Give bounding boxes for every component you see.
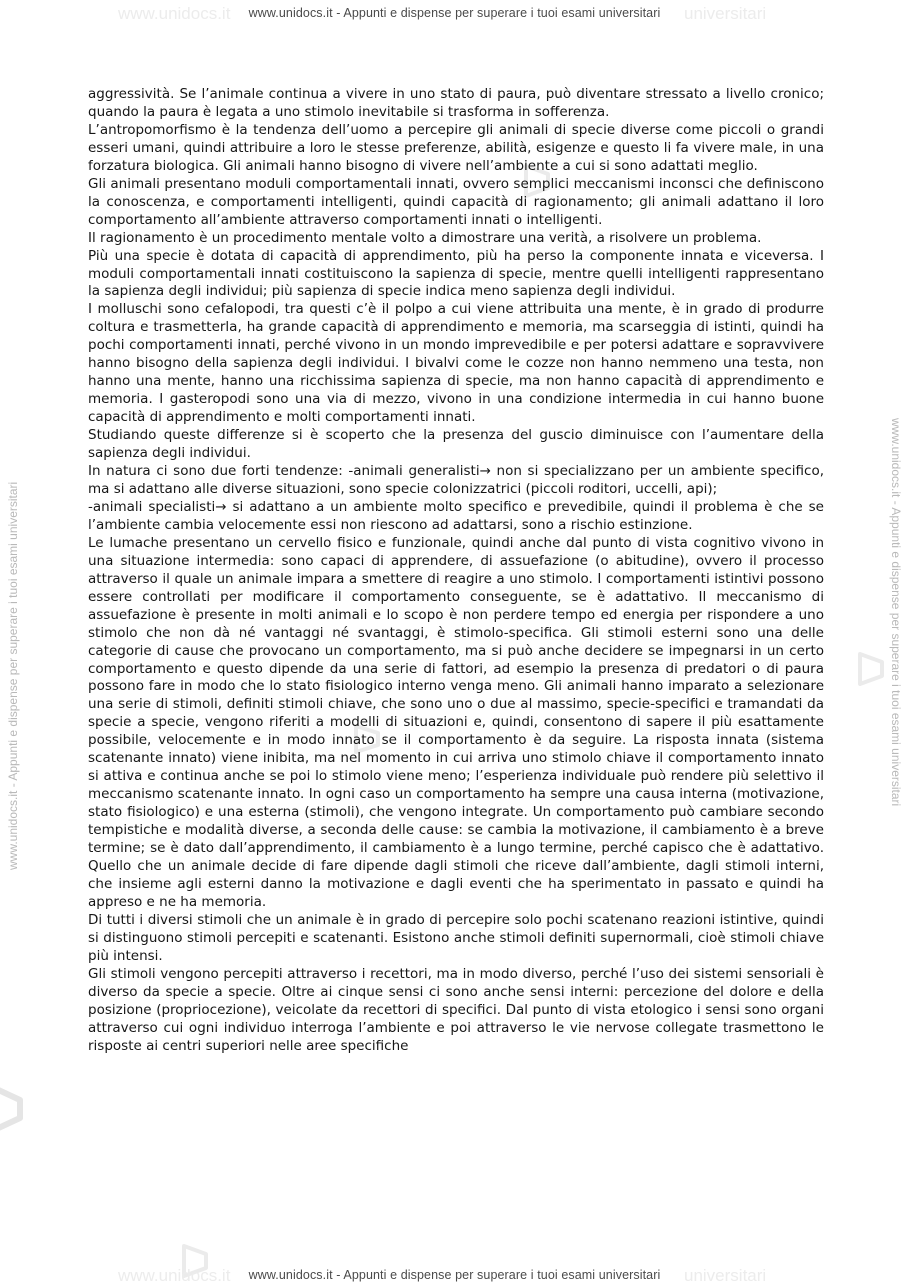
ghost-watermark-left: www.unidocs.it bbox=[118, 4, 231, 23]
paragraph: I molluschi sono cefalopodi, tra questi c’è il polpo a cui viene attribuita una mente, è in grado di produrre coltura e trasmetterla, ha grande capacità di apprendimento e memoria, ma scarseggia di istinti, quindi ha pochi comportamenti innati, perché vivono in un mondo imprevedibile e per potersi adattare e sopravvivere hanno bisogno della sapienza degli individui. I bivalvi come le cozze non hanno nemmeno una testa, non hanno una mente, hanno una ricchissima sapienza di specie, ma non hanno capacità di apprendimento e memoria. I gasteropodi sono una via di mezzo, vivono in una condizione intermedia in cui hanno buone capacità di apprendimento e molti comportamenti innati. bbox=[88, 301, 824, 426]
paragraph: aggressività. Se l’animale continua a vivere in uno stato di paura, può diventare stressato a livello cronico; quando la paura è legata a uno stimolo inevitabile si trasforma in sofferenza. bbox=[88, 86, 824, 120]
paragraph: In natura ci sono due forti tendenze: -animali generalisti→ non si specializzano per un ambiente specifico, ma si adattano alle diverse situazioni, sono specie colonizzatrici (piccoli roditori, uccelli, api); bbox=[88, 463, 824, 497]
unidocs-logo-icon bbox=[0, 1078, 34, 1134]
footer-watermark: www.unidocs.it - Appunti e dispense per superare i tuoi esami universitari bbox=[248, 1268, 661, 1282]
ghost-watermark-right: universitari bbox=[684, 1266, 767, 1285]
unidocs-logo-icon bbox=[852, 648, 892, 688]
paragraph: Studiando queste differenze si è scoperto che la presenza del guscio diminuisce con l’aumentare della sapienza degli individui. bbox=[88, 427, 824, 462]
paragraph: Più una specie è dotata di capacità di apprendimento, più ha perso la componente innata e viceversa. I moduli comportamentali innati costituiscono la sapienza di specie, mentre quelli intelligenti rappresentano la sapienza degli individui; più sapienza di specie indica meno sapienza degli individui. bbox=[88, 247, 824, 300]
paragraph: L’antropomorfismo è la tendenza dell’uomo a percepire gli animali di specie diverse come piccoli o grandi esseri umani, quindi attribuire a loro le stesse preferenze, abilità, esigenze e questo li fa vivere male, in una forzatura biologica. Gli animali hanno bisogno di vivere nell’ambiente a cui si sono adattati meglio. bbox=[88, 121, 824, 174]
ghost-watermark-right: universitari bbox=[684, 4, 767, 23]
side-watermark-right: www.unidocs.it - Appunti e dispense per superare i tuoi esami universitari bbox=[889, 418, 903, 807]
paragraph: Gli stimoli vengono percepiti attraverso i recettori, ma in modo diverso, perché l’uso dei sistemi sensoriali è diverso da specie a specie. Oltre ai cinque sensi ci sono anche sensi interni: percezione del dolore e della posizione (propriocezione), veicolate da recettori di specifici. Dal punto di vista etologico i sensi sono organi attraverso cui ogni individuo interroga l’ambiente e poi attraverso le vie nervose collegate trasmettono le risposte ai centri superiori nelle aree specifiche bbox=[88, 965, 824, 1054]
paragraph: Le lumache presentano un cervello fisico e funzionale, quindi anche dal punto di vista cognitivo vivono in una situazione intermedia: sono capaci di apprendere, di assuefazione (o abitudine), ovvero il processo attraverso il quale un animale impara a smettere di reagire a uno stimolo. I comportamenti istintivi possono essere controllati per modificare il comportamento conseguente, se è adattativo. Il meccanismo di assuefazione è presente in molti animali e lo scopo è non perdere tempo ed energia per rispondere a uno stimolo che non dà né vantaggi né svantaggi, è stimolo-specifica. Gli stimoli esterni sono una delle categorie di cause che provocano un comportamento, ma si può anche decidere se impegnarsi in un certo comportamento e questo dipende da una serie di fattori, ad esempio la presenza di predatori o di paura possono fare in modo che lo stato fisiologico interno venga meno. Gli animali hanno imparato a selezionare una serie di stimoli, definiti stimoli chiave, che sono uno o due al massimo, specie-specifici e tramandati da specie a specie, vengono riferiti a modelli di situazioni e, quindi, consentono di sapere il più esattamente possibile, velocemente e in modo innato se il comportamento è da seguire. La risposta innata (sistema scatenante innato) viene inibita, ma nel momento in cui arriva uno stimolo chiave il comportamento innato si attiva e continua anche se poi lo stimolo viene meno; l’esperienza individuale può rendere più selettivo il meccanismo scatenante innato. In ogni caso un comportamento ha sempre una causa interna (motivazione, stato fisiologico) e una esterna (stimoli), che vengono integrate. Un comportamento può cambiare secondo tempistiche e modalità diverse, a seconda delle cause: se cambia la motivazione, il cambiamento è a breve termine; se è dato dall’apprendimento, il cambiamento è a lungo termine, perché capisco che è adattativo. Quello che un animale decide di fare dipende dagli stimoli che riceve dall’ambiente, dagli stimoli interni, che insieme agli esterni danno la motivazione e dagli eventi che ha sperimentato in passato e quindi ha appreso e ne ha memoria. bbox=[88, 534, 824, 910]
side-watermark-left: www.unidocs.it - Appunti e dispense per superare i tuoi esami universitari bbox=[6, 481, 20, 870]
ghost-watermark-left: www.unidocs.it bbox=[118, 1266, 231, 1285]
header-watermark: www.unidocs.it - Appunti e dispense per superare i tuoi esami universitari bbox=[248, 6, 661, 20]
paragraph: Gli animali presentano moduli comportamentali innati, ovvero semplici meccanismi inconsci che definiscono la conoscenza, e comportamenti intelligenti, quindi capacità di ragionamento; gli animali adattano il loro comportamento all’ambiente attraverso comportamenti innati o intelligenti. bbox=[88, 175, 824, 228]
paragraph: -animali specialisti→ si adattano a un ambiente molto specifico e prevedibile, quindi il problema è che se l’ambiente cambia velocemente essi non riescono ad adattarsi, sono a rischio estinzione. bbox=[88, 498, 824, 533]
paragraph: Di tutti i diversi stimoli che un animale è in grado di percepire solo pochi scatenano reazioni istintive, quindi si distinguono stimoli percepiti e scatenanti. Esistono anche stimoli definiti supernormali, cioè stimoli chiave più intensi. bbox=[88, 911, 824, 964]
document-body bbox=[88, 86, 824, 1055]
paragraph: Il ragionamento è un procedimento mentale volto a dimostrare una verità, a risolvere un problema. bbox=[88, 229, 762, 246]
